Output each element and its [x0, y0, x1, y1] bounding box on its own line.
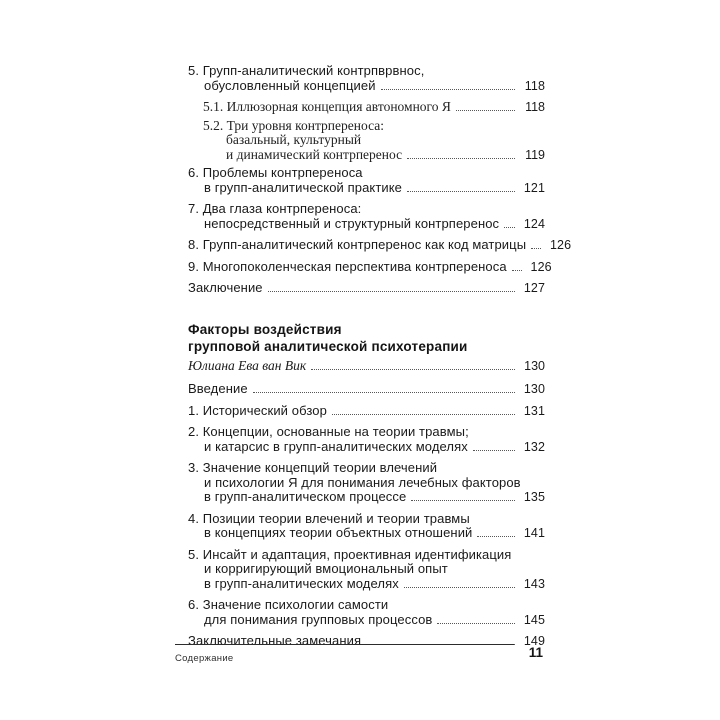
- dot-leader: [477, 536, 515, 537]
- toc-line: [204, 613, 545, 628]
- dot-leader: [473, 450, 515, 451]
- dot-leader: [411, 500, 515, 501]
- dot-leader: [404, 587, 515, 588]
- page-number: 132: [523, 439, 545, 454]
- toc-entry: [188, 100, 545, 115]
- entry-text: и корригирующий вмоциональный опыт: [204, 561, 448, 576]
- page-footer: [175, 644, 543, 664]
- toc-entry: [188, 382, 545, 397]
- page-number: 145: [523, 612, 545, 627]
- entry-text: 3. Значение концепций теории влечений: [188, 460, 438, 475]
- toc-entry: [188, 119, 545, 163]
- entry-text: в групп-аналитическом процессе: [204, 489, 407, 504]
- toc-line: [204, 440, 545, 455]
- toc-line: [188, 258, 552, 275]
- section-heading: [188, 321, 545, 355]
- toc-entry: [188, 237, 572, 253]
- footer-section-label: Содержание: [175, 653, 234, 664]
- toc-line: [204, 490, 545, 505]
- toc-line: [204, 217, 545, 232]
- dot-leader: [253, 392, 515, 393]
- toc-line: [204, 562, 545, 577]
- page-number: 130: [523, 382, 545, 396]
- toc-line: [204, 181, 545, 196]
- toc-line: [188, 404, 545, 419]
- dot-leader: [407, 158, 515, 159]
- toc-entry: [188, 512, 545, 541]
- toc-line: [226, 148, 545, 163]
- page-number: 121: [523, 180, 545, 195]
- toc-line: [188, 512, 545, 527]
- entry-text: 4. Позиции теории влечений и теории травмы: [188, 510, 470, 526]
- entry-text: 5.1. Иллюзорная концепция автономного Я: [203, 99, 451, 114]
- entry-text: базальный, культурный: [226, 132, 362, 147]
- toc-entry: [188, 425, 545, 454]
- toc-entry: [188, 64, 545, 93]
- page-number: 135: [523, 490, 545, 504]
- entry-text: и динамический контрперенос: [226, 146, 403, 162]
- entry-text: 6. Значение психологии самости: [188, 597, 389, 612]
- toc-entry: [188, 281, 545, 296]
- folio-page-number: 11: [528, 645, 543, 660]
- page-number: 126: [550, 238, 572, 252]
- toc-line: [203, 119, 545, 134]
- page-number: 131: [523, 403, 545, 418]
- section-heading-line: Факторы воздействия: [188, 321, 342, 337]
- toc-line: [188, 359, 545, 374]
- toc-entry: [188, 548, 545, 592]
- toc-line: [188, 237, 572, 253]
- toc-section: [188, 321, 545, 649]
- section-heading-line: групповой аналитической психотерапии: [188, 338, 468, 354]
- entry-text: 2. Концепции, основанные на теории травмы;: [188, 424, 469, 439]
- entry-text: для понимания групповых процессов: [204, 611, 433, 627]
- toc-line: [204, 526, 545, 541]
- toc-line: [188, 202, 545, 217]
- dot-leader: [504, 227, 515, 228]
- page-number: 119: [525, 147, 545, 162]
- entry-text: 7. Два глаза контрпереноса:: [188, 201, 362, 216]
- toc-entry: [188, 166, 545, 195]
- page-number: 141: [523, 526, 545, 540]
- entry-text: и психологии Я для понимания лечебных факторов: [204, 474, 521, 490]
- dot-leader: [268, 291, 515, 292]
- page-number: 118: [524, 78, 545, 93]
- toc-line: [188, 64, 545, 79]
- toc-entry: [188, 404, 545, 419]
- dot-leader: [381, 89, 515, 90]
- dot-leader: [332, 414, 515, 415]
- dot-leader: [531, 248, 541, 249]
- page-number: 118: [525, 100, 545, 114]
- entry-text: 5. Инсайт и адаптация, проективная идентификация: [188, 546, 512, 562]
- entry-text: в концепциях теории объектных отношений: [204, 525, 473, 540]
- entry-text: 9. Многопоколенческая перспектива контрпереноса: [188, 258, 507, 274]
- toc-entry: [188, 258, 552, 275]
- toc-line: [203, 100, 545, 115]
- entry-text: в групп-аналитических моделях: [204, 575, 399, 591]
- entry-text: 1. Исторический обзор: [188, 402, 327, 418]
- toc-line: [188, 548, 545, 563]
- entry-text: Заключительные замечания: [188, 633, 362, 648]
- toc-line: [188, 166, 545, 181]
- toc-line: [204, 577, 545, 592]
- entry-text: 5.2. Три уровня контрпереноса:: [203, 117, 384, 133]
- entry-text: 8. Групп-аналитический контрперенос как код матрицы: [188, 237, 527, 252]
- toc-line: [188, 281, 545, 296]
- page-number: 124: [523, 216, 545, 231]
- page-number: 149: [523, 634, 545, 648]
- footer-rule: [175, 644, 514, 664]
- page-number: 130: [524, 358, 545, 373]
- toc-line: [188, 461, 545, 476]
- entry-text: Введение: [188, 381, 248, 396]
- toc-entry: [188, 202, 545, 231]
- page-number: 143: [523, 576, 545, 591]
- entry-text: Юлиана Ева ван Вик: [188, 357, 307, 373]
- entry-text: в групп-аналитической практике: [204, 179, 403, 195]
- page-number: 126: [530, 259, 552, 274]
- dot-leader: [437, 623, 515, 624]
- entry-text: Заключение: [188, 280, 263, 295]
- page-number: 127: [523, 281, 545, 295]
- toc-line: [204, 79, 545, 94]
- dot-leader: [456, 110, 515, 111]
- entry-text: и катарсис в групп-аналитических моделях: [204, 438, 468, 454]
- toc-line: [188, 425, 545, 440]
- table-of-contents: [188, 63, 572, 656]
- dot-leader: [407, 191, 515, 192]
- toc-entry: [188, 461, 545, 505]
- dot-leader: [311, 369, 515, 370]
- toc-entry: [188, 598, 545, 627]
- dot-leader: [512, 270, 522, 271]
- entry-text: непосредственный и структурный контрперенос: [204, 215, 500, 231]
- toc-section: [188, 63, 572, 296]
- toc-line: [226, 133, 545, 148]
- entry-text: 5. Групп-аналитический контрпврвнос,: [188, 63, 425, 78]
- toc-entry: [188, 359, 545, 374]
- toc-line: [188, 598, 545, 613]
- entry-text: обусловленный концепцией: [204, 77, 376, 93]
- entry-text: 6. Проблемы контрпереноса: [188, 165, 363, 180]
- toc-line: [204, 476, 545, 491]
- toc-line: [188, 382, 545, 397]
